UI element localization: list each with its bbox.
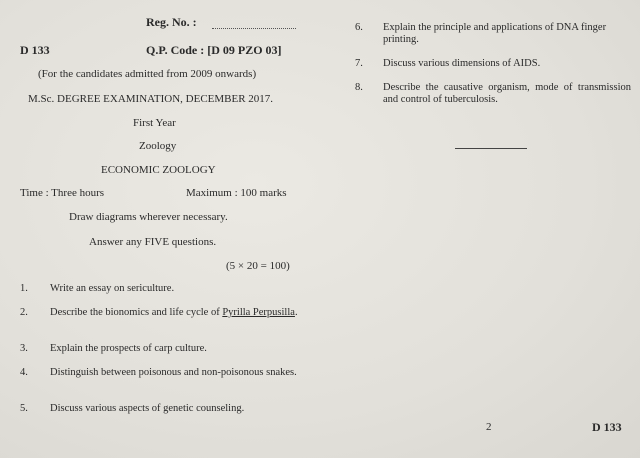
- question-number: 4.: [20, 367, 28, 378]
- time-label: Time : Three hours: [20, 187, 105, 199]
- question-text: Discuss various aspects of genetic counseling.: [50, 403, 245, 414]
- marks-scheme: (5 × 20 = 100): [226, 260, 290, 272]
- question-text: Write an essay on sericulture.: [50, 283, 175, 294]
- question-text: Describe the bionomics and life cycle of Pyrilla Perpusilla.: [50, 307, 298, 318]
- question-text: Describe the causative organism, mode of transmission and control of tuberculosis.: [383, 82, 631, 105]
- footer-paper-code: D 133: [592, 420, 622, 434]
- qp-code: Q.P. Code : [D 09 PZO 03]: [146, 43, 282, 57]
- exam-title: M.Sc. DEGREE EXAMINATION, DECEMBER 2017.: [28, 93, 274, 105]
- question-text: Discuss various dimensions of AIDS.: [383, 58, 541, 69]
- reg-no-label: Reg. No. :: [146, 15, 197, 29]
- question-text: Distinguish between poisonous and non-poisonous snakes.: [50, 367, 297, 378]
- candidates-note: (For the candidates admitted from 2009 onwards): [38, 68, 257, 80]
- question-number: 7.: [355, 58, 363, 69]
- end-rule: [455, 148, 527, 149]
- question-number: 1.: [20, 283, 28, 294]
- instruction-answer: Answer any FIVE questions.: [89, 236, 217, 248]
- paper-code: D 133: [20, 43, 50, 57]
- question-number: 8.: [355, 82, 363, 93]
- question-number: 3.: [20, 343, 28, 354]
- paper-title: ECONOMIC ZOOLOGY: [101, 164, 216, 176]
- instruction-diagrams: Draw diagrams wherever necessary.: [69, 211, 228, 223]
- year-label: First Year: [133, 117, 176, 129]
- reg-no-blank: [212, 28, 296, 29]
- subject-label: Zoology: [139, 140, 177, 152]
- question-number: 2.: [20, 307, 28, 318]
- max-marks-label: Maximum : 100 marks: [186, 187, 287, 199]
- question-text: Explain the prospects of carp culture.: [50, 343, 207, 354]
- question-number: 6.: [355, 22, 363, 33]
- question-number: 5.: [20, 403, 28, 414]
- question-text: Explain the principle and applications of DNA finger printing.: [383, 22, 607, 45]
- page-number: 2: [486, 421, 492, 433]
